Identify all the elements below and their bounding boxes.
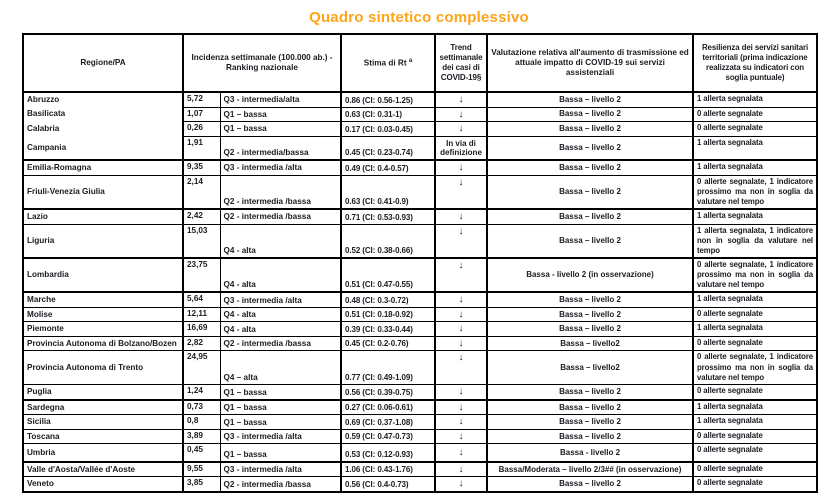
- col-header-incidenza: Incidenza settimanale (100.000 ab.) - Ranking nazionale: [183, 34, 341, 92]
- table-row: [23, 258, 817, 292]
- table-row: [23, 477, 817, 492]
- incidence-value-cell: 12,11: [183, 307, 220, 322]
- rt-estimate-cell: 0.63 (CI: 0.31-1): [341, 107, 435, 122]
- rt-estimate-cell: 0.39 (CI: 0.33-0.44): [341, 322, 435, 337]
- region-cell: Liguria: [23, 224, 183, 258]
- table-row: [23, 351, 817, 385]
- resilience-cell: 0 allerte segnalate, 1 indicatore prossimo ma non in soglia da valutare nel tempo: [693, 175, 817, 209]
- trend-cell: ↓: [435, 477, 487, 492]
- assessment-cell: Bassa – livello 2: [487, 160, 693, 175]
- col-header-regione: Regione/PA: [23, 34, 183, 92]
- trend-cell: ↓: [435, 400, 487, 415]
- assessment-cell: Bassa - livello 2 (in osservazione): [487, 258, 693, 292]
- incidence-ranking-cell: Q3 - intermedia /alta: [220, 292, 341, 307]
- region-cell: Toscana: [23, 429, 183, 444]
- table-row: [23, 136, 817, 160]
- resilience-cell: 1 allerta segnalata: [693, 292, 817, 307]
- col-header-trend: Trend settimanale dei casi di COVID-19§: [435, 34, 487, 92]
- assessment-cell: Bassa – livello 2: [487, 415, 693, 430]
- incidence-value-cell: 0,26: [183, 122, 220, 137]
- trend-cell: ↓: [435, 224, 487, 258]
- resilience-cell: 1 allerta segnalata: [693, 415, 817, 430]
- assessment-cell: Bassa – livello 2: [487, 307, 693, 322]
- incidence-value-cell: 24,95: [183, 351, 220, 385]
- incidence-value-cell: 15,03: [183, 224, 220, 258]
- incidence-ranking-cell: Q4 - alta: [220, 224, 341, 258]
- assessment-cell: Bassa – livello 2: [487, 136, 693, 160]
- assessment-cell: Bassa – livello 2: [487, 92, 693, 107]
- assessment-cell: Bassa – livello2: [487, 351, 693, 385]
- incidence-ranking-cell: Q3 - intermedia /alta: [220, 429, 341, 444]
- trend-cell: ↓: [435, 462, 487, 477]
- rt-estimate-cell: 0.45 (CI: 0.2-0.76): [341, 336, 435, 351]
- trend-cell: ↓: [435, 122, 487, 137]
- region-cell: Umbria: [23, 444, 183, 462]
- incidence-value-cell: 2,14: [183, 175, 220, 209]
- table-row: [23, 122, 817, 137]
- rt-estimate-cell: 0.51 (CI: 0.18-0.92): [341, 307, 435, 322]
- assessment-cell: Bassa – livello 2: [487, 385, 693, 400]
- incidence-value-cell: 16,69: [183, 322, 220, 337]
- trend-cell: ↓: [435, 292, 487, 307]
- incidence-value-cell: 5,64: [183, 292, 220, 307]
- resilience-cell: 0 allerte segnalate: [693, 122, 817, 137]
- incidence-ranking-cell: Q1 – bassa: [220, 415, 341, 430]
- table-row: [23, 292, 817, 307]
- assessment-cell: Bassa – livello 2: [487, 400, 693, 415]
- table-row: [23, 400, 817, 415]
- rt-estimate-cell: 0.51 (CI: 0.47-0.55): [341, 258, 435, 292]
- col-header-resilienza: Resilienza dei servizi sanitari territoriali (prima indicazione realizzata su indicatori con soglia puntuale): [693, 34, 817, 92]
- rt-estimate-cell: 0.63 (CI: 0.41-0.9): [341, 175, 435, 209]
- trend-cell: ↓: [435, 258, 487, 292]
- assessment-cell: Bassa – livello 2: [487, 429, 693, 444]
- rt-estimate-cell: 0.71 (CI: 0.53-0.93): [341, 209, 435, 224]
- resilience-cell: 0 allerte segnalate: [693, 462, 817, 477]
- incidence-ranking-cell: Q4 - alta: [220, 322, 341, 337]
- incidence-value-cell: 2,82: [183, 336, 220, 351]
- incidence-ranking-cell: Q2 - intermedia /bassa: [220, 477, 341, 492]
- rt-estimate-cell: 0.56 (CI: 0.4-0.73): [341, 477, 435, 492]
- trend-cell: ↓: [435, 351, 487, 385]
- region-cell: Friuli-Venezia Giulia: [23, 175, 183, 209]
- resilience-cell: 1 allerta segnalata: [693, 322, 817, 337]
- assessment-cell: Bassa – livello 2: [487, 107, 693, 122]
- region-cell: Marche: [23, 292, 183, 307]
- trend-cell: ↓: [435, 385, 487, 400]
- rt-estimate-cell: 0.69 (CI: 0.37-1.08): [341, 415, 435, 430]
- incidence-value-cell: 3,89: [183, 429, 220, 444]
- region-cell: Puglia: [23, 385, 183, 400]
- table-row: [23, 175, 817, 209]
- incidence-value-cell: 0,73: [183, 400, 220, 415]
- table-row: [23, 385, 817, 400]
- incidence-ranking-cell: Q2 - intermedia /bassa: [220, 209, 341, 224]
- table-row: [23, 336, 817, 351]
- rt-estimate-cell: 1.06 (CI: 0.43-1.76): [341, 462, 435, 477]
- rt-estimate-cell: 0.86 (CI: 0.56-1.25): [341, 92, 435, 107]
- incidence-ranking-cell: Q3 - intermedia/alta: [220, 92, 341, 107]
- rt-estimate-cell: 0.49 (CI: 0.4-0.57): [341, 160, 435, 175]
- incidence-ranking-cell: Q1 – bassa: [220, 385, 341, 400]
- report-page: [0, 9, 838, 490]
- table-body: [23, 92, 817, 492]
- incidence-value-cell: 0,45: [183, 444, 220, 462]
- col-header-rt: [341, 34, 435, 92]
- assessment-cell: Bassa - livello 2: [487, 444, 693, 462]
- region-cell: Sicilia: [23, 415, 183, 430]
- assessment-cell: Bassa – livello 2: [487, 477, 693, 492]
- assessment-cell: Bassa – livello2: [487, 336, 693, 351]
- trend-cell: ↓: [435, 307, 487, 322]
- assessment-cell: Bassa – livello 2: [487, 224, 693, 258]
- incidence-value-cell: 0,8: [183, 415, 220, 430]
- incidence-value-cell: 9,35: [183, 160, 220, 175]
- resilience-cell: 0 allerte segnalate, 1 indicatore prossimo ma non in soglia da valutare nel tempo: [693, 351, 817, 385]
- table-header-row: [23, 34, 817, 92]
- resilience-cell: 1 allerta segnalata: [693, 136, 817, 160]
- region-cell: Veneto: [23, 477, 183, 492]
- trend-cell: ↓: [435, 444, 487, 462]
- rt-estimate-cell: 0.48 (CI: 0.3-0.72): [341, 292, 435, 307]
- resilience-cell: 0 allerte segnalate: [693, 336, 817, 351]
- table-row: [23, 429, 817, 444]
- resilience-cell: 1 allerta segnalata: [693, 400, 817, 415]
- rt-estimate-cell: 0.53 (CI: 0.12-0.93): [341, 444, 435, 462]
- incidence-value-cell: 2,42: [183, 209, 220, 224]
- resilience-cell: 0 allerte segnalate: [693, 444, 817, 462]
- resilience-cell: 0 allerte segnalate: [693, 307, 817, 322]
- region-cell: Basilicata: [23, 107, 183, 122]
- rt-estimate-cell: 0.56 (CI: 0.39-0.75): [341, 385, 435, 400]
- table-row: [23, 107, 817, 122]
- table-row: [23, 415, 817, 430]
- incidence-value-cell: 3,85: [183, 477, 220, 492]
- resilience-cell: 0 allerte segnalate, 1 indicatore prossimo ma non in soglia da valutare nel tempo: [693, 258, 817, 292]
- resilience-cell: 0 allerte segnalate: [693, 107, 817, 122]
- incidence-ranking-cell: Q3 - intermedia /alta: [220, 160, 341, 175]
- region-cell: Abruzzo: [23, 92, 183, 107]
- incidence-ranking-cell: Q1 – bassa: [220, 122, 341, 137]
- trend-cell: ↓: [435, 415, 487, 430]
- summary-table: [22, 33, 818, 493]
- trend-cell: In via di definizione: [435, 136, 487, 160]
- trend-cell: ↓: [435, 160, 487, 175]
- rt-estimate-cell: 0.77 (CI: 0.49-1.09): [341, 351, 435, 385]
- incidence-value-cell: 1,91: [183, 136, 220, 160]
- region-cell: Lombardia: [23, 258, 183, 292]
- incidence-ranking-cell: Q2 - intermedia /bassa: [220, 175, 341, 209]
- rt-header-label: Stima di Rt: [363, 58, 407, 68]
- assessment-cell: Bassa – livello 2: [487, 175, 693, 209]
- trend-cell: ↓: [435, 92, 487, 107]
- resilience-cell: 1 allerta segnalata: [693, 92, 817, 107]
- table-row: [23, 209, 817, 224]
- rt-estimate-cell: 0.52 (CI: 0.38-0.66): [341, 224, 435, 258]
- table-row: [23, 307, 817, 322]
- incidence-ranking-cell: Q4 - alta: [220, 258, 341, 292]
- assessment-cell: Bassa – livello 2: [487, 322, 693, 337]
- region-cell: Calabria: [23, 122, 183, 137]
- resilience-cell: 1 allerta segnalata: [693, 160, 817, 175]
- incidence-ranking-cell: Q1 – bassa: [220, 107, 341, 122]
- table-row: [23, 444, 817, 462]
- incidence-value-cell: 5,72: [183, 92, 220, 107]
- trend-cell: ↓: [435, 209, 487, 224]
- incidence-ranking-cell: Q2 - intermedia /bassa: [220, 336, 341, 351]
- table-row: [23, 160, 817, 175]
- region-cell: Lazio: [23, 209, 183, 224]
- incidence-ranking-cell: Q2 - intermedia/bassa: [220, 136, 341, 160]
- region-cell: Sardegna: [23, 400, 183, 415]
- rt-estimate-cell: 0.59 (CI: 0.47-0.73): [341, 429, 435, 444]
- incidence-ranking-cell: Q4 – alta: [220, 351, 341, 385]
- table-row: [23, 224, 817, 258]
- assessment-cell: Bassa – livello 2: [487, 209, 693, 224]
- region-cell: Valle d'Aosta/Vallée d'Aoste: [23, 462, 183, 477]
- incidence-value-cell: 1,07: [183, 107, 220, 122]
- region-cell: Campania: [23, 136, 183, 160]
- incidence-value-cell: 9,55: [183, 462, 220, 477]
- incidence-value-cell: 23,75: [183, 258, 220, 292]
- region-cell: Provincia Autonoma di Bolzano/Bozen: [23, 336, 183, 351]
- table-row: [23, 462, 817, 477]
- assessment-cell: Bassa – livello 2: [487, 122, 693, 137]
- region-cell: Provincia Autonoma di Trento: [23, 351, 183, 385]
- incidence-value-cell: 1,24: [183, 385, 220, 400]
- assessment-cell: Bassa/Moderata – livello 2/3## (in osservazione): [487, 462, 693, 477]
- incidence-ranking-cell: Q4 - alta: [220, 307, 341, 322]
- table-row: [23, 322, 817, 337]
- region-cell: Piemonte: [23, 322, 183, 337]
- trend-cell: ↓: [435, 175, 487, 209]
- rt-estimate-cell: 0.17 (CI: 0.03-0.45): [341, 122, 435, 137]
- rt-estimate-cell: 0.45 (CI: 0.23-0.74): [341, 136, 435, 160]
- resilience-cell: 1 allerta segnalata: [693, 209, 817, 224]
- region-cell: Emilia-Romagna: [23, 160, 183, 175]
- region-cell: Molise: [23, 307, 183, 322]
- incidence-ranking-cell: Q3 - intermedia /alta: [220, 462, 341, 477]
- resilience-cell: 0 allerte segnalate: [693, 385, 817, 400]
- trend-cell: ↓: [435, 107, 487, 122]
- table-row: [23, 92, 817, 107]
- assessment-cell: Bassa – livello 2: [487, 292, 693, 307]
- trend-cell: ↓: [435, 429, 487, 444]
- incidence-ranking-cell: Q1 – bassa: [220, 400, 341, 415]
- page-title: Quadro sintetico complessivo: [309, 9, 529, 26]
- trend-cell: ↓: [435, 322, 487, 337]
- resilience-cell: 0 allerte segnalate: [693, 477, 817, 492]
- resilience-cell: 1 allerta segnalata, 1 indicatore non in soglia da valutare nel tempo: [693, 224, 817, 258]
- resilience-cell: 0 allerte segnalate: [693, 429, 817, 444]
- trend-cell: ↓: [435, 336, 487, 351]
- rt-estimate-cell: 0.27 (CI: 0.06-0.61): [341, 400, 435, 415]
- col-header-valutazione: Valutazione relativa all'aumento di trasmissione ed attuale impatto di COVID-19 sui servizi assistenziali: [487, 34, 693, 92]
- incidence-ranking-cell: Q1 – bassa: [220, 444, 341, 462]
- rt-header-footnote-mark: a: [408, 57, 413, 64]
